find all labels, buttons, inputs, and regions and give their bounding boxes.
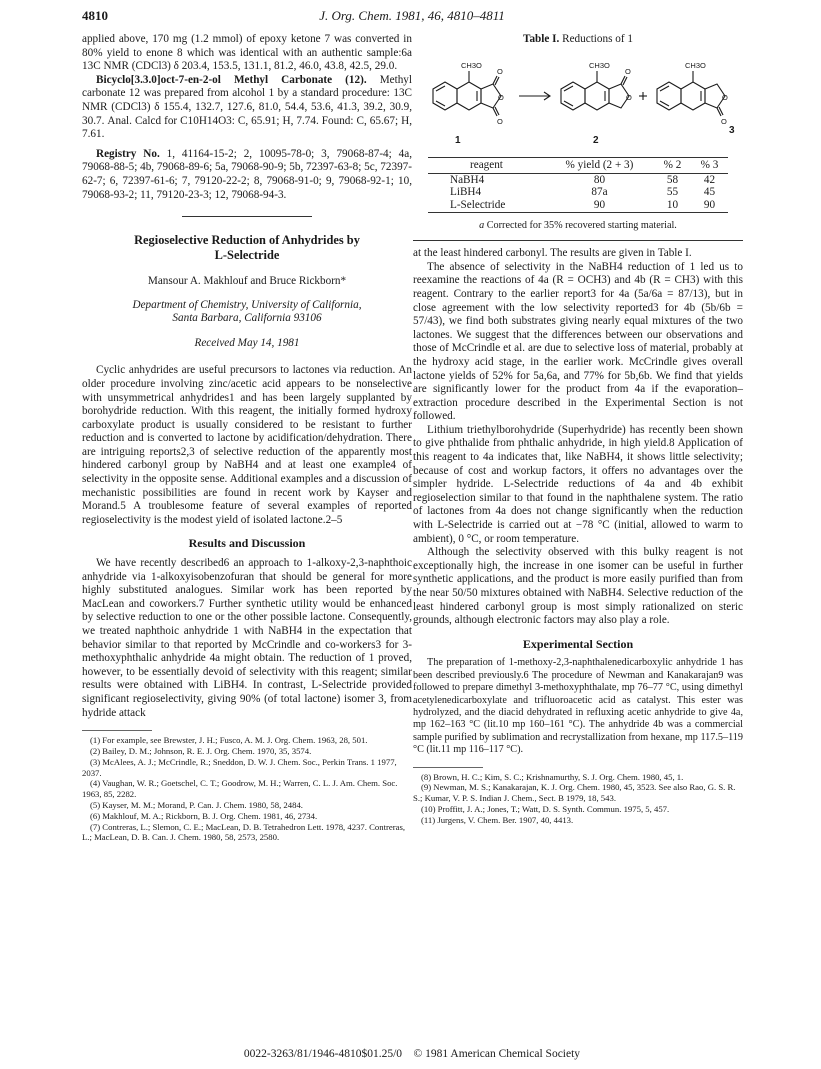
page-header [82, 8, 742, 28]
footnote: (10) Proffitt, J. A.; Jones, T.; Watt, D. S. Synth. Commun. 1975, 5, 457. [421, 804, 670, 815]
ring-oxygen: O [498, 92, 504, 102]
copyright: © 1981 American Chemical Society [413, 1048, 581, 1060]
footnote: (6) Makhlouf, M. A.; Rickborn, B. J. Org. Chem. 1981, 46, 2734. [90, 810, 318, 821]
compound-label: 1 [455, 134, 461, 146]
yield-cell: 80 [593, 173, 606, 186]
affiliation [82, 299, 412, 325]
column-header: % yield (2 + 3) [545, 158, 654, 174]
authors: Mansour A. Makhlouf and Bruce Rickborn* [147, 275, 347, 288]
results-heading: Results and Discussion [188, 536, 306, 551]
footnote: (11) Jurgens, V. Chem. Ber. 1907, 40, 4413. [421, 814, 574, 825]
footnote: (7) Contreras, L.; Slemon, C. E.; MacLean, D. B. Tetrahedron Lett. 1978, 4237. Contreras, L.; MacLean, D. B. Can. J. Chem. 1980, 58, 2573, 2580. [82, 821, 406, 843]
methoxy-label: CH3O [685, 60, 706, 70]
article-title [82, 233, 412, 263]
percent-3-cell: 42 [703, 173, 716, 186]
footnote: (4) Vaughan, W. R.; Goetschel, C. T.; Goodrow, M. H.; Warren, C. L. J. Am. Chem. Soc. 1963, 85, 2282. [82, 778, 398, 800]
intro-paragraph: Cyclic anhydrides are useful precursors to lactones via reduction. An older procedure involving zinc/acetic acid appears to be nonselective with unsymmetrical anhydrides1 and has been largely supplanted by borohydride reduction. With this reagent, the initially formed hydroxy carboxylate product is usually considered to be resistant to further reduction and is converted to lactone by acidification/dehydration. There are intriguing reports2,3 of selective reduction of the apparently most hindered carbonyl group by NaBH4 and at least one example4 of selectivity in the opposite sense. Additional examples and a discussion of mechanistic possibilities are found in recent work by Kayser and Morand.5 A troublesome feature of several examples of reported regioselectivity is the modest yield of isolated lactone.2–5 [82, 364, 412, 526]
carbonyl-oxygen: O [497, 66, 503, 76]
experimental-paragraph: The preparation of 1-methoxy-2,3-naphthalenedicarboxylic anhydride 1 has been described previously.6 The procedure of Newman and Kanakarajan9 was followed to prepare dimethyl 3-methoxyphthalate, mp 76–77 °C, using dimethyl acetylenedicarboxylate and trifluoroacetic acid as catalyst. This ester was hydrolyzed, and the diacid dehydrated in refluxing acetic anhydride to give 4a, mp 162–163 °C (lit.10 mp 160–161 °C). The anhydride 4b was a commercial sample purified by sublimation and recrystallization from hexane, mp 117.5–119 °C (lit.11 mp 116–117 °C). [413, 657, 743, 756]
carbonyl-oxygen: O [721, 116, 727, 126]
page-footer [82, 1048, 742, 1060]
table-title [413, 33, 743, 47]
table-row [428, 186, 728, 199]
registry-numbers [82, 148, 412, 202]
ring-oxygen: O [626, 92, 632, 102]
reaction-scheme [413, 49, 743, 149]
percent-2-cell: 55 [666, 186, 679, 199]
footnote-rule [82, 730, 152, 731]
table-footnote [413, 219, 743, 233]
registry-text: 1, 41164-15-2; 2, 10095-78-0; 3, 79068-87-4; 4a, 79068-88-5; 4b, 79068-89-6; 5a, 79068-90-9; 5b, 72397-63-8; 5c, 72397-62-7; 6, 72397-61-6; 7, 79120-22-2; 8, 79068-91-0; 9, 79068-92-1; 10, 79068-93-2; 11, 79120-23-3; 12, 79068-94-3. [82, 147, 413, 201]
article-title-line1: Regioselective Reduction of Anhydrides by [134, 233, 360, 248]
percent-3-cell: 45 [703, 186, 716, 199]
experimental-heading: Experimental Section [522, 636, 634, 651]
methoxy-label: CH3O [461, 60, 482, 70]
bicyclo-title: Bicyclo[3.3.0]oct-7-en-2-ol Methyl Carbonate (12). [96, 73, 367, 86]
column-header: % 3 [691, 158, 728, 174]
yield-cell: 90 [545, 199, 654, 212]
yield-cell: 87a [591, 186, 608, 199]
carbonyl-oxygen: O [625, 66, 631, 76]
right-column [413, 33, 743, 826]
article-code: 0022-3263/81/1946-4810$01.25/0 [243, 1048, 403, 1060]
left-column [82, 33, 412, 843]
footnote: (9) Newman, M. S.; Kanakarajan, K. J. Org. Chem. 1980, 45, 3523. See also Rao, G. S. R. S.; Kumar, V. P. S. Indian J. Chem., Sect. B 1979, 18, 543. [413, 782, 736, 804]
table-footnote-text: Corrected for 35% recovered starting material. [486, 219, 677, 231]
affiliation-line2: Santa Barbara, California 93106 [172, 311, 322, 324]
selectivity-paragraph: The absence of selectivity in the NaBH4 reduction of 1 led us to reexamine the reactions of 4a (R = OCH3) and 4b (R = CH3) with this reagent. Contrary to the earlier report3 for 4a (5a/6a = 87/13), but in close agreement with the low selectivity reported3 for 4b (5b/6b = 57/43), we find both substrates giving nearly equal mixtures of the two lactones. We suggest that the differences between our observations and those of McCrindle et al. are due to selective loss of material, probably at the hydroxy acid stage, in the earlier work. McCrindle gives overall lactone yields of 52% for 5a,6a, and 77% for 5b,6b. We find that yields are significantly lower for the product from 4a if the evaporation–extraction procedure described in the Experimental Section is not followed. [413, 260, 743, 423]
compound-label: 3 [729, 124, 735, 136]
continued-paragraph: at the least hindered carbonyl. The results are given in Table I. [413, 247, 692, 260]
reagent-cell: LiBH4 [450, 186, 482, 199]
footnote: (5) Kayser, M. M.; Morand, P. Can. J. Chem. 1980, 58, 2484. [90, 799, 303, 810]
column-header: % 2 [654, 158, 691, 174]
received-date: Received May 14, 1981 [194, 336, 300, 349]
superhydride-paragraph: Lithium triethylborohydride (Superhydride) has recently been shown to give phthalide from phthalic anhydride, in high yield.8 Application of this reagent to 4a indicates that, like NaBH4, it shows little selectivity; because of cost and workup factors, it offers no advantages over the simpler hydride. L-Selectride reductions of 4a and 4b exhibit regioselection similar to that found in the naphthalene system. The ratio of lactones from 4a does not change significantly when the reduction with L-Selectride is carried out at −78 °C (initial, allowed to warm to ambient), 0 °C, or room temperature. [413, 423, 743, 545]
page-number: 4810 [82, 8, 108, 23]
footnote-rule [413, 767, 483, 768]
table-title-label: Table I. [523, 33, 560, 45]
affiliation-line1: Department of Chemistry, University of California, [132, 298, 362, 311]
conclusion-paragraph: Although the selectivity observed with this bulky reagent is not exceptionally high, the increase in one isomer can be useful in further synthetic applications, and the product is more easily purified than from the near 50/50 mixtures obtained with NaBH4. Selective reduction of the least hindered carbonyl group is most simply rationalized on steric grounds, although electronic factors may also play a role. [413, 546, 743, 627]
compound-label: 2 [593, 134, 599, 146]
table-footnote-mark: a [479, 219, 485, 231]
percent-3-cell: 90 [691, 199, 728, 212]
left-footnotes [82, 730, 412, 843]
results-paragraph: We have recently described6 an approach to 1-alkoxy-2,3-naphthoic anhydride via 1-alkoxyisobenzofuran that should be general for more highly substituted analogues. Similar work has been reported by MacLean and coworkers.7 Further synthetic utility would be enhanced by selective reduction to one or the other possible lactone. Consequently, we treated naphthoic anhydride 1 with NaBH4 in the expectation that behavior similar to that reported by McCrindle and co-workers3 for 3-methoxyphthalic anhydride 4a might obtain. The reduction of 1 proved, however, to be essentially devoid of selectivity with this reagent; similar results were obtained with LiBH4. In contrast, L-Selectride provided significant regioselectivity, giving 90% (of total lactone) isomer 3, from hydride attack [82, 557, 412, 719]
continued-paragraph: applied above, 170 mg (1.2 mmol) of epoxy ketone 7 was converted in 80% yield to enone 8 which was identical with an authentic sample:6a 13C NMR (CDCl3) δ 203.4, 153.5, 131.1, 81.2, 46.0, 43.8, 42.5, 29.0. [82, 33, 412, 73]
right-footnotes [413, 767, 743, 826]
carbonyl-oxygen: O [497, 116, 503, 126]
reagent-cell: NaBH4 [450, 173, 485, 186]
reagent-cell: L-Selectride [428, 199, 545, 212]
percent-2-cell: 10 [654, 199, 691, 212]
running-head: J. Org. Chem. 1981, 46, 4810–4811 [319, 8, 505, 23]
bicyclo-text: Methyl carbonate 12 was prepared from alcohol 1 by a standard procedure: 13C NMR (CDCl3) δ 155.4, 132.7, 127.6, 81.0, 54.4, 53.6, 41.3, 39.2, 30.9, 30.7. Anal. Calcd for C10H14O3: C, 65.91; H, 7.74. Found: C, 65.67; H, 7.61. [82, 73, 413, 141]
registry-label: Registry No. [96, 147, 160, 160]
bicyclo-paragraph [82, 74, 412, 142]
article-title-line2: L-Selectride [214, 248, 280, 263]
percent-2-cell: 58 [666, 173, 679, 186]
footnote: (3) McAlees, A. J.; McCrindle, R.; Sneddon, D. W. J. Chem. Soc., Perkin Trans. 1 1977, 2037. [82, 756, 397, 778]
footnote: (8) Brown, H. C.; Kim, S. C.; Krishnamurthy, S. J. Org. Chem. 1980, 45, 1. [421, 771, 684, 782]
table-row [428, 199, 728, 212]
article-divider [182, 216, 312, 217]
column-header: reagent [428, 158, 545, 174]
reductions-table [428, 157, 728, 212]
table-title-text: Reductions of 1 [562, 33, 633, 45]
footnote: (2) Bailey, D. M.; Johnson, R. E. J. Org. Chem. 1970, 35, 3574. [90, 745, 312, 756]
footnote: (1) For example, see Brewster, J. H.; Fusco, A. M. J. Org. Chem. 1963, 28, 501. [90, 735, 368, 746]
table-bottom-rule [413, 240, 743, 241]
ring-oxygen: O [722, 92, 728, 102]
table-row [428, 173, 728, 186]
methoxy-label: CH3O [589, 60, 610, 70]
